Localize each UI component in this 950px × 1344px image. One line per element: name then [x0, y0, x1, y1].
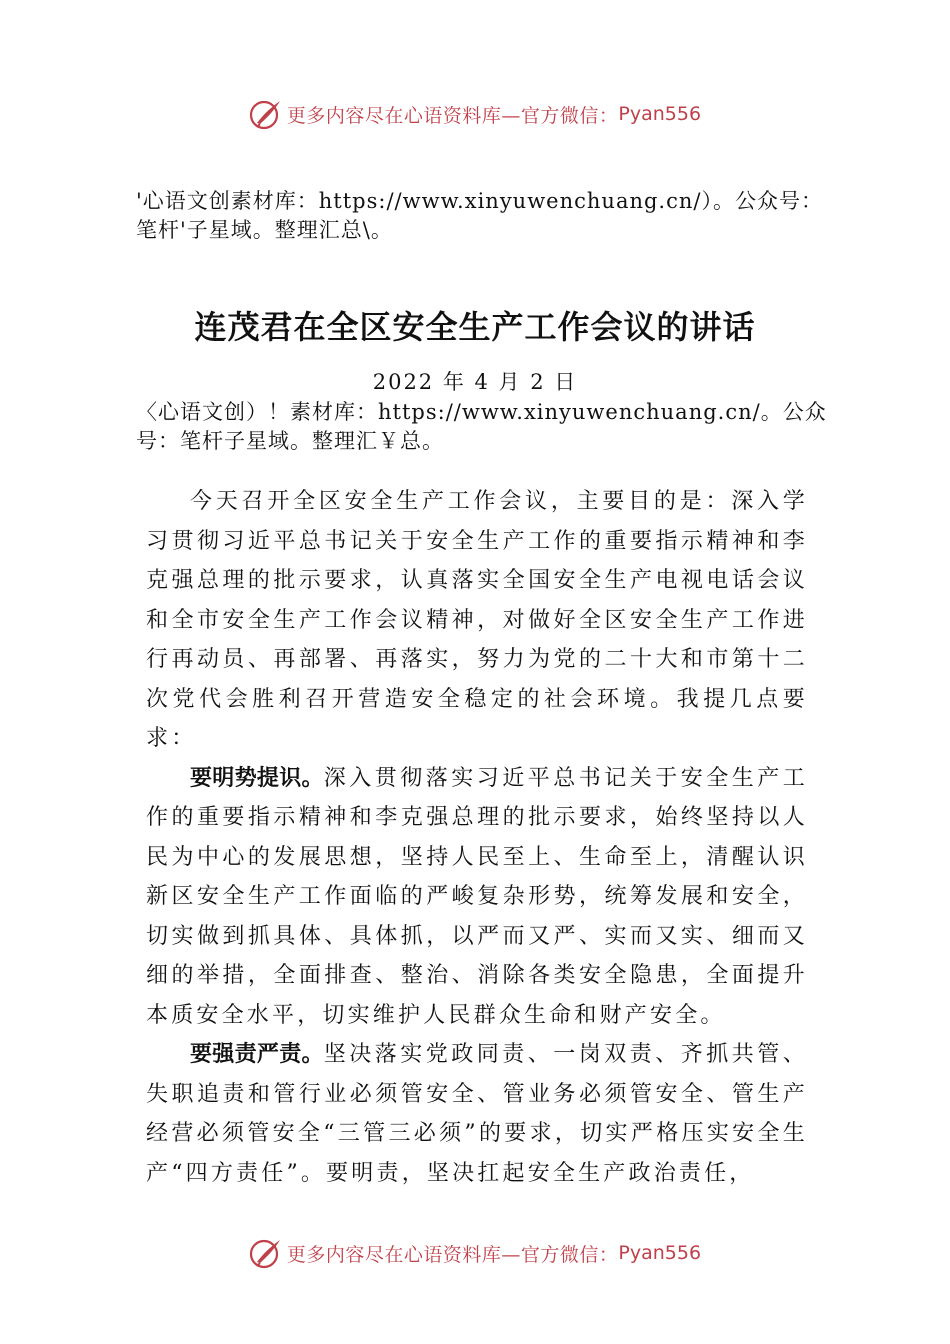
banner-text: 更多内容尽在心语资料库—官方微信：: [286, 1243, 619, 1266]
pen-quill-logo-icon: [249, 1236, 283, 1270]
banner-wechat-id: Pyan556: [618, 1242, 702, 1264]
source-note-second: 〈心语文创）！素材库：https://www.xinyuwenchuang.cn/。公众号：笔杆子星域。整理汇￥总。: [136, 400, 827, 453]
paragraph-lead: 要强责严责。: [190, 1042, 324, 1067]
source-note-top: '心语文创素材库：https://www.xinyuwenchuang.cn/）。公众号：笔杆'子星域。整理汇总\。: [136, 189, 823, 242]
banner-text: 更多内容尽在心语资料库—官方微信：: [286, 104, 619, 127]
pen-quill-logo-icon: [249, 97, 283, 131]
paragraph-intro: [146, 482, 808, 759]
paragraph-text: 今天召开全区安全生产工作会议，主要目的是：深入学习贯彻习近平总书记关于安全生产工作的重要指示精神和李克强总理的批示要求，认真落实全国安全生产电视电话会议和全市安全生产工作会议精神，对做好全区安全生产工作进行再动员、再部署、再落实，努力为党的二十大和市第十二次党代会胜利召开营造安全稳定的社会环境。我提几点要求：: [146, 489, 808, 751]
paragraph-lead: 要明势提识。: [190, 765, 324, 791]
banner-wechat-id: Pyan556: [618, 103, 702, 125]
header-banner: [0, 94, 950, 134]
document-body: [146, 482, 808, 1193]
document-date: 2022 年 4 月 2 日: [372, 370, 578, 394]
paragraph-point-2: [146, 1035, 808, 1193]
paragraph-text: 深入贯彻落实习近平总书记关于安全生产工作的重要指示精神和李克强总理的批示要求，始终坚持以人民为中心的发展思想，坚持人民至上、生命至上，清醒认识新区安全生产工作面临的严峻复杂形势，统筹发展和安全，切实做到抓具体、具体抓，以严而又严、实而又实、细而又细的举措，全面排查、整治、消除各类安全隐患，全面提升本质安全水平，切实维护人民群众生命和财产安全。: [146, 765, 808, 1028]
paragraph-point-1: [146, 759, 808, 1036]
footer-banner: [0, 1233, 950, 1273]
document-title: 连茂君在全区安全生产工作会议的讲话: [194, 308, 756, 346]
paragraph-text: 坚决落实党政同责、一岗双责、齐抓共管、失职追责和管行业必须管安全、管业务必须管安全、管生产经营必须管安全“三管三必须”的要求，切实严格压实安全生产“四方责任”。要明责，坚决扛起安全生产政治责任，: [146, 1042, 808, 1186]
